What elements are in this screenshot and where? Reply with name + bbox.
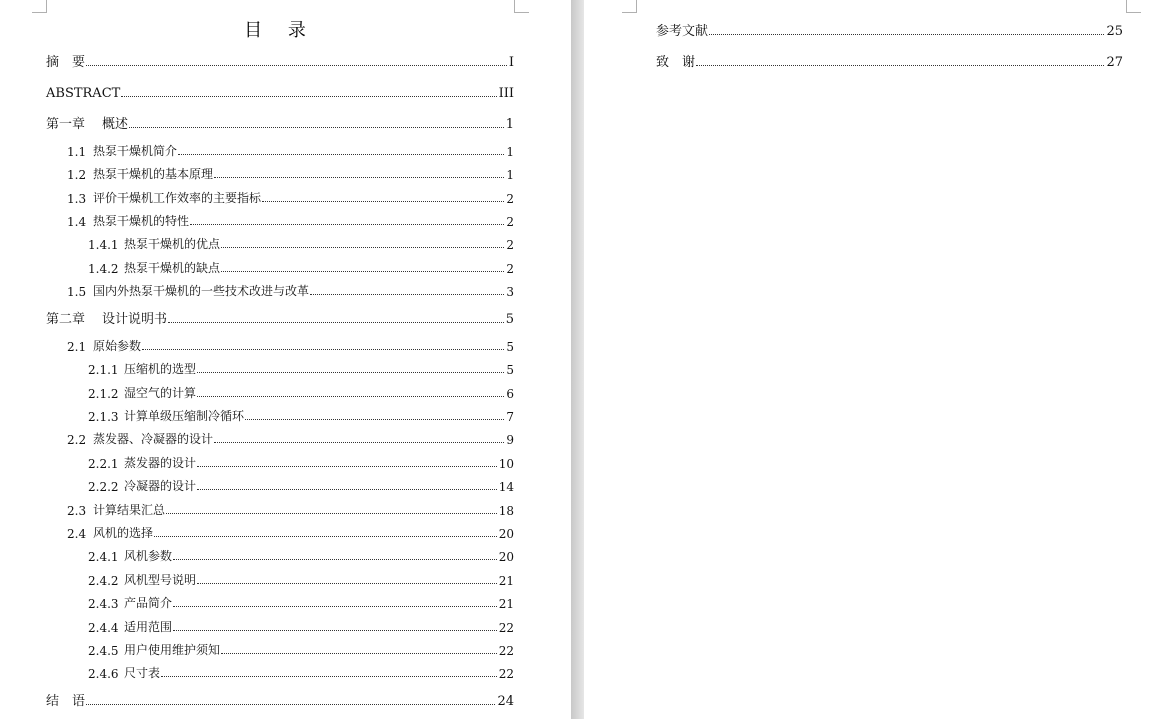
toc-page-number: 14 (498, 480, 514, 494)
toc-page-number: 1 (506, 168, 514, 182)
toc-entry-title: 压缩机的选型 (124, 362, 197, 376)
toc-dot-leader (129, 126, 504, 128)
toc-entry[interactable] (46, 114, 514, 132)
toc-dot-leader (197, 582, 497, 584)
document-page-right (584, 0, 1167, 719)
toc-entry-number: 2.2.1 (88, 457, 119, 471)
toc-page-number: 2 (506, 262, 514, 276)
toc-entry-title: 计算结果汇总 (93, 503, 166, 517)
crop-mark-top-left (622, 0, 637, 13)
toc-dot-leader (221, 652, 497, 654)
toc-entry-title: 计算单级压缩制冷循环 (124, 409, 245, 423)
toc-entry-number: 1.2 (67, 168, 87, 182)
toc-entry[interactable] (88, 383, 514, 401)
toc-dot-leader (168, 321, 504, 323)
toc-dot-leader (197, 371, 504, 373)
toc-entry-title: 蒸发器、冷凝器的设计 (93, 432, 214, 446)
toc-page-number: 27 (1106, 55, 1123, 70)
toc-entry-title: 产品简介 (124, 596, 173, 610)
toc-entry[interactable] (67, 211, 514, 229)
toc-page-number: 22 (498, 667, 514, 681)
toc-dot-leader (214, 176, 504, 178)
toc-entry[interactable] (88, 359, 514, 377)
toc-entry-number: 1.3 (67, 192, 87, 206)
toc-entry[interactable] (656, 52, 1123, 70)
toc-entry[interactable] (88, 546, 514, 564)
toc-entry-number: 2.2.2 (88, 480, 119, 494)
crop-mark-top-left (32, 0, 47, 13)
toc-entry[interactable] (67, 429, 514, 447)
toc-dot-leader (121, 95, 496, 97)
toc-entry[interactable] (46, 309, 514, 327)
toc-entry-title: 尺寸表 (124, 666, 161, 680)
toc-entry[interactable] (88, 258, 514, 276)
toc-page-number: 25 (1106, 24, 1123, 39)
toc-dot-leader (245, 418, 504, 420)
toc-entry[interactable] (88, 570, 514, 588)
toc-entry-title: 国内外热泵干燥机的一些技术改进与改革 (93, 284, 310, 298)
toc-page-number: 6 (506, 387, 514, 401)
toc-entry-title: 湿空气的计算 (124, 386, 197, 400)
toc-entry-number: 2.4.1 (88, 550, 119, 564)
toc-entry[interactable] (67, 281, 514, 299)
toc-entry-number: 2.4 (67, 527, 87, 541)
toc-entry[interactable] (67, 164, 514, 182)
toc-entry[interactable] (67, 336, 514, 354)
crop-mark-top-right (1126, 0, 1141, 13)
toc-page-number: 18 (498, 504, 514, 518)
toc-entry[interactable] (67, 523, 514, 541)
toc-dot-leader (190, 223, 504, 225)
toc-entry-number: 1.4 (67, 215, 87, 229)
toc-page-number: 24 (497, 694, 514, 709)
toc-entry[interactable] (88, 593, 514, 611)
toc-entry-title: 适用范围 (124, 620, 173, 634)
toc-dot-leader (197, 488, 497, 490)
toc-entry[interactable] (88, 234, 514, 252)
toc-entry-title: ABSTRACT (46, 86, 121, 101)
page-gutter (571, 0, 584, 719)
toc-page-number: 5 (506, 363, 514, 377)
toc-entry-number: 2.1.1 (88, 363, 119, 377)
toc-entry[interactable] (67, 500, 514, 518)
toc-dot-leader (262, 200, 504, 202)
toc-entry-title: 热泵干燥机的优点 (124, 237, 221, 251)
toc-entry-number: 2.2 (67, 433, 87, 447)
toc-dot-leader (142, 348, 504, 350)
toc-dot-leader (214, 441, 504, 443)
toc-entry-title: 热泵干燥机简介 (93, 144, 178, 158)
toc-dot-leader (310, 293, 504, 295)
toc-entry-title: 致 谢 (656, 55, 696, 70)
toc-entry[interactable] (88, 617, 514, 635)
toc-entry-title: 风机型号说明 (124, 573, 197, 587)
toc-page-number: 5 (505, 312, 514, 327)
toc-dot-leader (696, 64, 1104, 66)
toc-page-number: I (508, 55, 514, 70)
toc-entry-number: 2.3 (67, 504, 87, 518)
toc-entry-title: 评价干燥机工作效率的主要指标 (93, 191, 262, 205)
toc-entry-title: 原始参数 (93, 339, 142, 353)
toc-entry-title: 蒸发器的设计 (124, 456, 197, 470)
toc-dot-leader (173, 629, 497, 631)
toc-entry-number: 1.4.1 (88, 238, 119, 252)
toc-entry-number: 1.5 (67, 285, 87, 299)
toc-entry[interactable] (67, 188, 514, 206)
toc-page-number: 2 (506, 238, 514, 252)
toc-entry-number: 2.1.2 (88, 387, 119, 401)
toc-dot-leader (86, 64, 507, 66)
toc-entry-title: 热泵干燥机的特性 (93, 214, 190, 228)
toc-entry[interactable] (46, 691, 514, 709)
toc-entry-title: 用户使用维护须知 (124, 643, 221, 657)
toc-entry-title: 冷凝器的设计 (124, 479, 197, 493)
toc-page-number: 22 (498, 644, 514, 658)
toc-dot-leader (154, 535, 497, 537)
toc-entry-number: 2.4.6 (88, 667, 119, 681)
toc-page-number: 9 (506, 433, 514, 447)
toc-dot-leader (161, 675, 497, 677)
toc-entry[interactable] (88, 663, 514, 681)
crop-mark-top-right (514, 0, 529, 13)
toc-entry-title: 设计说明书 (102, 312, 168, 327)
toc-entry[interactable] (46, 52, 514, 70)
toc-entry-title: 摘 要 (46, 55, 86, 70)
toc-entry[interactable] (46, 83, 514, 101)
toc-entry-number: 第一章 (46, 117, 86, 132)
toc-entry-number: 2.4.5 (88, 644, 119, 658)
toc-entry-number: 2.4.3 (88, 597, 119, 611)
toc-entry-title: 风机参数 (124, 549, 173, 563)
toc-page-number: 1 (506, 145, 514, 159)
toc-entry-number: 2.4.2 (88, 574, 119, 588)
toc-entry-number: 2.4.4 (88, 621, 119, 635)
toc-entry-title: 热泵干燥机的缺点 (124, 261, 221, 275)
toc-dot-leader (173, 558, 497, 560)
toc-entry-title: 概述 (102, 117, 129, 132)
toc-entry-title: 热泵干燥机的基本原理 (93, 167, 214, 181)
toc-page-number: 21 (498, 574, 514, 588)
toc-entry[interactable] (88, 453, 514, 471)
toc-entry-number: 2.1.3 (88, 410, 119, 424)
toc-entry-number: 1.1 (67, 145, 87, 159)
toc-entry[interactable] (656, 21, 1123, 39)
toc-dot-leader (166, 512, 497, 514)
toc-dot-leader (197, 465, 497, 467)
toc-entry-title: 结 语 (46, 694, 86, 709)
toc-dot-leader (709, 33, 1104, 35)
document-page-left (0, 0, 571, 719)
toc-entry-title: 参考文献 (656, 24, 709, 39)
toc-page-number: 20 (498, 527, 514, 541)
toc-page-number: 2 (506, 192, 514, 206)
toc-entry-number: 第二章 (46, 312, 86, 327)
toc-page-number: 3 (506, 285, 514, 299)
toc-entry[interactable] (88, 476, 514, 494)
toc-title: 目 录 (244, 20, 316, 41)
toc-dot-leader (221, 246, 504, 248)
toc-entry[interactable] (67, 141, 514, 159)
toc-page-number: III (498, 86, 514, 101)
toc-page-number: 2 (506, 215, 514, 229)
toc-page-number: 20 (498, 550, 514, 564)
toc-page-number: 21 (498, 597, 514, 611)
toc-dot-leader (197, 395, 504, 397)
toc-page-number: 7 (506, 410, 514, 424)
toc-entry[interactable] (88, 406, 514, 424)
toc-entry-title: 风机的选择 (93, 526, 154, 540)
toc-entry-number: 2.1 (67, 340, 87, 354)
toc-page-number: 22 (498, 621, 514, 635)
toc-dot-leader (221, 270, 504, 272)
toc-page-number: 1 (505, 117, 514, 132)
toc-entry[interactable] (88, 640, 514, 658)
toc-page-number: 5 (506, 340, 514, 354)
toc-dot-leader (173, 605, 497, 607)
toc-dot-leader (178, 153, 504, 155)
toc-dot-leader (86, 703, 495, 705)
toc-page-number: 10 (498, 457, 514, 471)
toc-entry-number: 1.4.2 (88, 262, 119, 276)
